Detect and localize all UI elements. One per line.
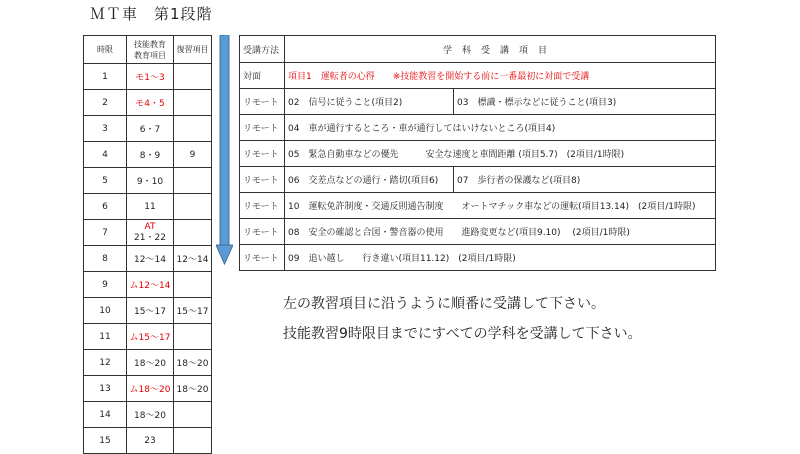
skill-table-header [84,36,212,64]
review-item [174,272,212,298]
skill-row [84,194,212,220]
lecture-row [240,63,716,89]
skill-row [84,142,212,168]
skill-item: 11 [127,194,174,220]
review-item [174,220,212,246]
transmission-label: AT [144,221,156,232]
review-item: 18～20 [174,350,212,376]
lecture-item: 07 歩行者の保護など(項目8) [454,167,716,193]
period-number: 13 [84,376,127,402]
lecture-method: リモート [240,245,285,271]
review-item: 18～20 [174,376,212,402]
skill-item: モ1～3 [127,64,174,90]
lecture-method: リモート [240,89,285,115]
period-number: 12 [84,350,127,376]
lecture-method: リモート [240,115,285,141]
skill-item: 23 [127,428,174,454]
lecture-item-header: 学科受講項目 [285,36,716,63]
lecture-item: 06 交差点などの通行・踏切(項目6) [285,167,454,193]
lecture-method: リモート [240,141,285,167]
lecture-method: リモート [240,167,285,193]
skill-item: 18～20 [127,350,174,376]
skill-item: 6・7 [127,116,174,142]
skill-item: 18～20 [127,402,174,428]
lecture-method: リモート [240,193,285,219]
lecture-row [240,245,716,271]
lecture-row [240,193,716,219]
period-number: 14 [84,402,127,428]
lecture-row [240,115,716,141]
skill-item [127,220,174,246]
lecture-item: 04 車が通行するところ・車が通行してはいけないところ(項目4) [285,115,716,141]
lecture-row [240,219,716,245]
skill-row [84,220,212,246]
skill-row [84,376,212,402]
review-item [174,324,212,350]
period-number: 2 [84,90,127,116]
skill-item: 12～14 [127,246,174,272]
lecture-item: 05 緊急自動車などの優先 安全な速度と車間距離 (項目5.7) (2項目/1時限) [285,141,716,167]
review-item [174,116,212,142]
period-number: 15 [84,428,127,454]
instruction-note-deadline: 技能教習9時限目までにすべての学科を受講して下さい。 [283,326,642,342]
review-item: 9 [174,142,212,168]
skill-row [84,116,212,142]
skill-row [84,298,212,324]
review-item: 12～14 [174,246,212,272]
skill-item: モ4・5 [127,90,174,116]
review-item [174,194,212,220]
lecture-table-header [240,36,716,63]
instruction-note-order: 左の教習項目に沿うように順番に受講して下さい。 [283,296,605,312]
lecture-item: 09 追い越し 行き違い(項目11.12) (2項目/1時限) [285,245,716,271]
period-number: 8 [84,246,127,272]
skill-item: 9・10 [127,168,174,194]
review-item [174,64,212,90]
lecture-method: リモート [240,219,285,245]
period-number: 1 [84,64,127,90]
skill-lesson-table [83,35,212,454]
page-title: ＭＴ車 第1段階 [90,5,213,23]
skill-item-header [127,36,174,64]
lecture-item: 10 運転免許制度・交通反則通告制度 オートマチック車などの運転(項目13.14) (2項目/1時限) [285,193,716,219]
review-item [174,90,212,116]
period-number: 5 [84,168,127,194]
period-number: 9 [84,272,127,298]
period-number: 3 [84,116,127,142]
lecture-item: 08 安全の確認と合図・警音器の使用 進路変更など(項目9.10) (2項目/1時限) [285,219,716,245]
period-header: 時限 [84,36,127,64]
skill-item: ム18～20 [127,376,174,402]
skill-row [84,90,212,116]
period-number: 6 [84,194,127,220]
skill-row [84,168,212,194]
period-number: 11 [84,324,127,350]
review-item-header: 復習項目 [174,36,212,64]
period-number: 4 [84,142,127,168]
review-item [174,402,212,428]
skill-row [84,272,212,298]
lecture-item: 02 信号に従うこと(項目2) [285,89,454,115]
lecture-row [240,141,716,167]
skill-item-header-line1: 技能教育 [134,39,166,49]
skill-row [84,246,212,272]
skill-item: 15～17 [127,298,174,324]
lecture-method: 対面 [240,63,285,89]
lecture-table [239,35,716,271]
skill-item: ム15～17 [127,324,174,350]
lecture-item: 項目1 運転者の心得 ※技能教習を開始する前に一番最初に対面で受講 [285,63,716,89]
skill-row [84,324,212,350]
skill-row [84,64,212,90]
period-number: 7 [84,220,127,246]
down-arrow-icon [216,35,233,265]
skill-item: 8・9 [127,142,174,168]
method-header: 受講方法 [240,36,285,63]
review-item [174,168,212,194]
skill-item: ム12～14 [127,272,174,298]
review-item: 15～17 [174,298,212,324]
skill-item-header-line2: 教育項目 [134,50,166,60]
skill-item-range: 21・22 [134,232,166,243]
lecture-row [240,89,716,115]
skill-row [84,402,212,428]
lecture-item: 03 標識・標示などに従うこと(項目3) [454,89,716,115]
skill-row [84,350,212,376]
lecture-row [240,167,716,193]
period-number: 10 [84,298,127,324]
